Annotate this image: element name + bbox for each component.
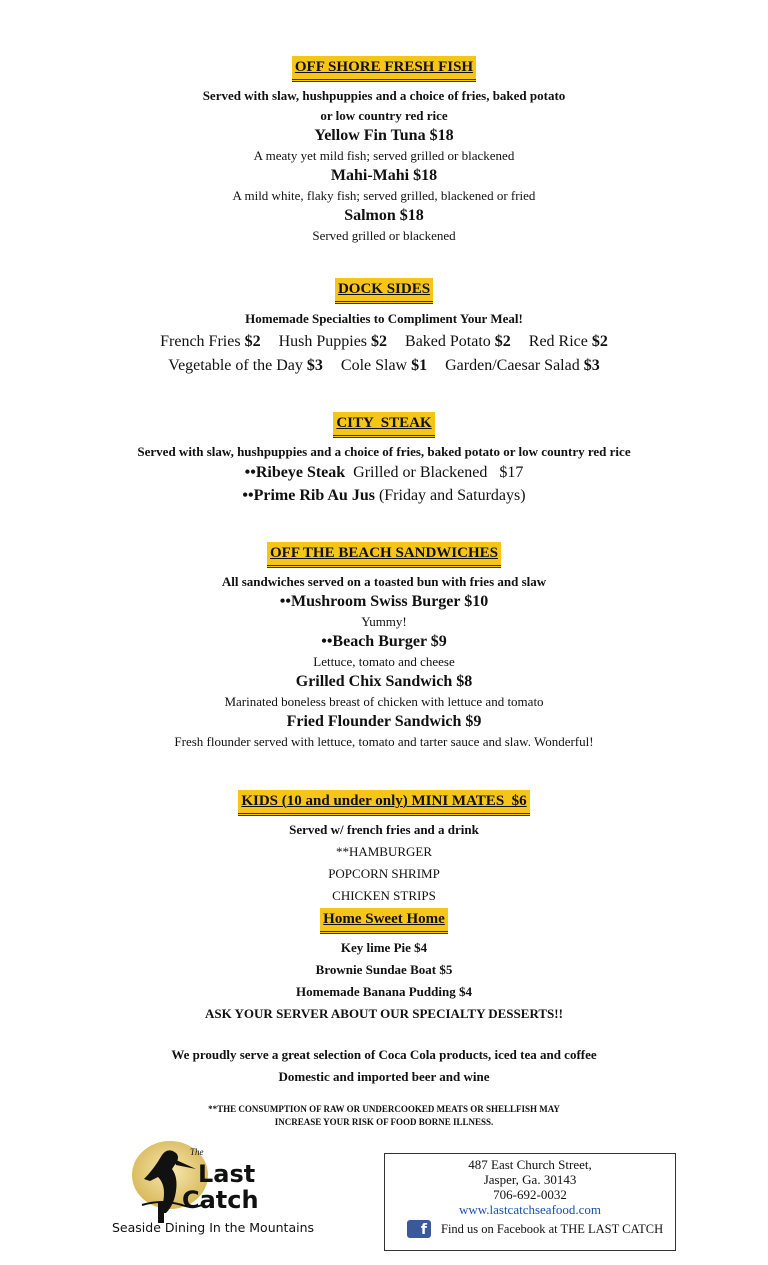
drinks-section: [0, 1047, 768, 1085]
contact-address: 487 East Church Street,: [468, 1157, 592, 1172]
sides-row-1: [0, 333, 768, 351]
fish-title: OFF SHORE FRESH FISH: [292, 56, 476, 82]
sandwich-item-name: Fried Flounder Sandwich $9: [286, 713, 482, 730]
fish-section: [0, 56, 768, 244]
logo-catch: Catch: [182, 1186, 259, 1214]
sandwich-item-name: Grilled Chix Sandwich $8: [295, 673, 473, 690]
facebook-icon[interactable]: f: [407, 1220, 431, 1238]
sides-desc: Homemade Specialties to Compliment Your Meal!: [245, 311, 523, 326]
sides-section: [0, 278, 768, 375]
side-item: French Fries $2: [160, 333, 261, 350]
steak-desc: Served with slaw, hushpuppies and a choice of fries, baked potato or low country red rice: [137, 444, 631, 459]
logo-the: The: [190, 1147, 204, 1157]
side-item: Cole Slaw $1: [340, 357, 428, 374]
facebook-text: Find us on Facebook at THE LAST CATCH: [441, 1221, 664, 1236]
logo-tagline: Seaside Dining In the Mountains: [112, 1220, 315, 1235]
fish-desc-1: Served with slaw, hushpuppies and a choice of fries, baked potato: [202, 88, 566, 103]
sandwich-item-desc: Lettuce, tomato and cheese: [313, 654, 455, 669]
contact-website-link[interactable]: www.lastcatchseafood.com: [458, 1202, 602, 1217]
warning-line-2: INCREASE YOUR RISK OF FOOD BORNE ILLNESS.: [274, 1117, 494, 1127]
steak-item-ribeye: ••Ribeye Steak Grilled or Blackened $17: [244, 464, 524, 481]
kids-section: [0, 790, 768, 904]
sandwich-item-desc: Yummy!: [361, 614, 407, 629]
dessert-item: Homemade Banana Pudding $4: [296, 984, 472, 999]
sandwiches-desc: All sandwiches served on a toasted bun with fries and slaw: [221, 574, 547, 589]
desserts-title: Home Sweet Home: [320, 908, 448, 934]
facebook-row[interactable]: [407, 1220, 663, 1238]
warning-line-1: **THE CONSUMPTION OF RAW OR UNDERCOOKED MEATS OR SHELLFISH MAY: [208, 1104, 560, 1114]
desserts-section: [0, 908, 768, 1022]
fish-item-name: Mahi-Mahi $18: [330, 167, 438, 184]
kids-title: KIDS (10 and under only) MINI MATES $6: [238, 790, 529, 816]
kids-item: POPCORN SHRIMP: [328, 866, 440, 881]
logo: [112, 1135, 322, 1245]
sandwich-item-name: ••Beach Burger $9: [321, 633, 447, 650]
drinks-line-1: We proudly serve a great selection of Coca Cola products, iced tea and coffee: [171, 1047, 597, 1062]
steak-section: [0, 412, 768, 505]
kids-item: **HAMBURGER: [335, 844, 433, 859]
contact-city: Jasper, Ga. 30143: [483, 1172, 577, 1187]
drinks-line-2: Domestic and imported beer and wine: [278, 1069, 490, 1084]
sides-row-2: [0, 357, 768, 375]
sandwich-item-name: ••Mushroom Swiss Burger $10: [279, 593, 489, 610]
fish-item-desc: A mild white, flaky fish; served grilled, blackened or fried: [232, 188, 536, 203]
sides-title: DOCK SIDES: [335, 278, 433, 304]
desserts-ask: ASK YOUR SERVER ABOUT OUR SPECIALTY DESSERTS!!: [205, 1006, 563, 1021]
fish-item-desc: Served grilled or blackened: [312, 228, 456, 243]
contact-phone: 706-692-0032: [493, 1187, 567, 1202]
dessert-item: Brownie Sundae Boat $5: [315, 962, 453, 977]
side-item: Baked Potato $2: [405, 333, 511, 350]
contact-box: [384, 1153, 676, 1251]
fish-item-desc: A meaty yet mild fish; served grilled or blackened: [253, 148, 515, 163]
fish-item-name: Salmon $18: [344, 207, 424, 224]
side-item: Hush Puppies $2: [278, 333, 388, 350]
dessert-item: Key lime Pie $4: [340, 940, 428, 955]
sandwiches-title: OFF THE BEACH SANDWICHES: [267, 542, 501, 568]
kids-item: CHICKEN STRIPS: [332, 888, 436, 903]
fish-item-name: Yellow Fin Tuna $18: [314, 127, 454, 144]
sandwich-item-desc: Fresh flounder served with lettuce, tomato and tarter sauce and slaw. Wonderful!: [174, 734, 594, 749]
side-item: Garden/Caesar Salad $3: [445, 357, 600, 374]
side-item: Vegetable of the Day $3: [168, 357, 323, 374]
kids-desc: Served w/ french fries and a drink: [289, 822, 479, 837]
fish-desc-2: or low country red rice: [320, 108, 448, 123]
sandwich-item-desc: Marinated boneless breast of chicken with lettuce and tomato: [224, 694, 544, 709]
steak-title: CITY STEAK: [333, 412, 434, 438]
sandwiches-section: [0, 542, 768, 750]
steak-item-prime-rib: ••Prime Rib Au Jus (Friday and Saturdays): [242, 487, 526, 504]
logo-last: Last: [198, 1160, 256, 1188]
warning-section: [0, 1104, 768, 1127]
side-item: Red Rice $2: [528, 333, 608, 350]
